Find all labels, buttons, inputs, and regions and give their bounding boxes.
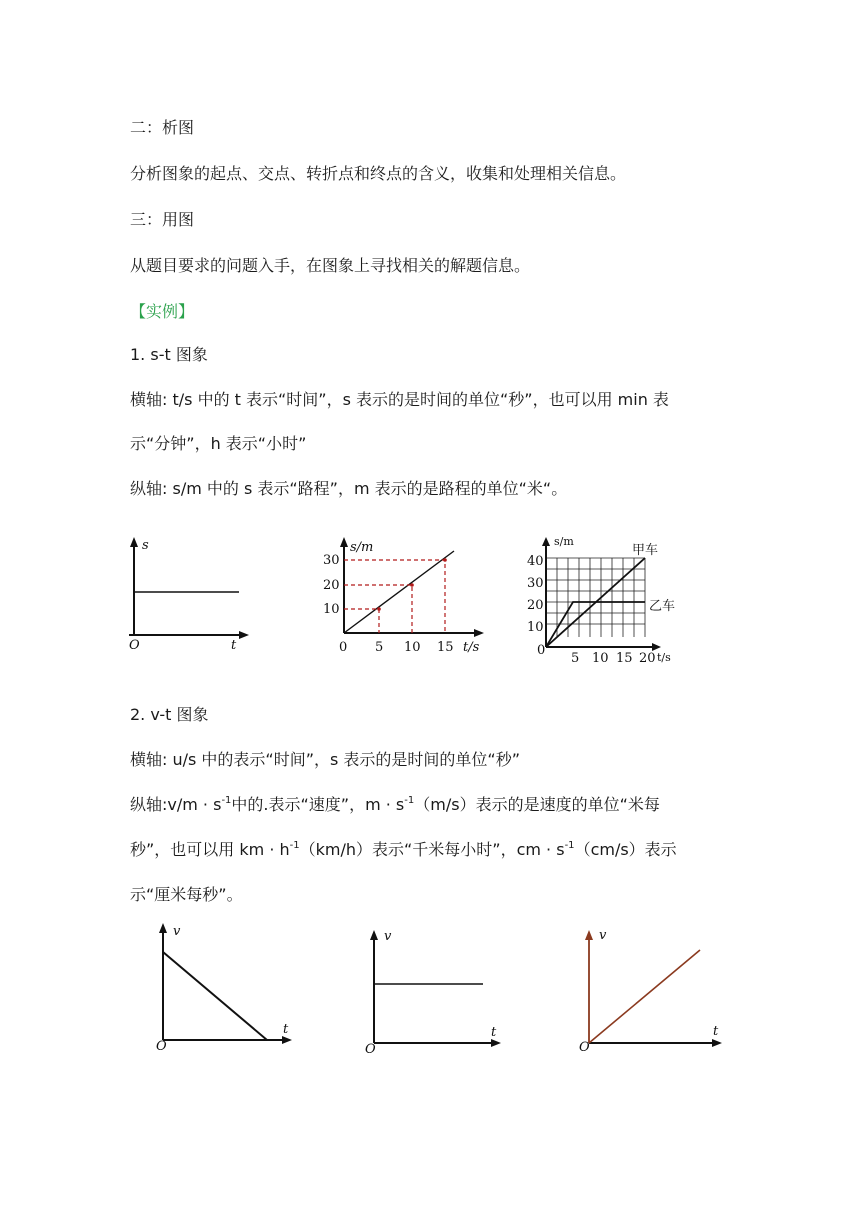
- st-vertical-axis-text: 纵轴: s/m 中的 s 表示“路程”，m 表示的是路程的单位“米“。: [130, 479, 568, 498]
- grid: [546, 558, 645, 637]
- x-axis-arrow: [474, 629, 484, 637]
- x-axis-arrow: [491, 1039, 501, 1047]
- x-tick-15: 15: [616, 651, 633, 666]
- st-graph-stationary: [125, 535, 255, 655]
- st-horizontal-axis-text-cont: 示“分钟”，h 表示“小时”: [130, 434, 307, 453]
- data-line: [344, 551, 454, 633]
- x-axis-arrow: [712, 1039, 722, 1047]
- origin-label: O: [156, 1039, 167, 1054]
- y-axis-label: v: [384, 929, 392, 944]
- x-tick-10: 10: [404, 640, 421, 655]
- vt-vertical-axis-text-cont: 秒”，也可以用 km · $h^{-1}(km/h)$表示“千米每小时”，cm · $s^{-1}(cm/s)$表示: [130, 839, 677, 859]
- y-tick-30: 30: [527, 576, 544, 591]
- y-axis-arrow: [130, 537, 138, 547]
- x-tick-5: 5: [375, 640, 384, 655]
- origin-label: O: [579, 1040, 590, 1055]
- x-axis-arrow: [282, 1036, 292, 1044]
- x-tick-15: 15: [437, 640, 454, 655]
- vt-graph-decelerating: [150, 918, 300, 1053]
- y-axis-label: s: [142, 538, 149, 553]
- st-horizontal-axis-text: 横轴: t/s 中的 t 表示“时间”，s 表示的是时间的单位“秒”，也可以用 min 表: [130, 390, 669, 409]
- vt-vertical-axis-text: 纵轴:v/m · $s^{-1}$中的.表示“速度”，$m \cdot s^{-1}(m/s)$表示的是速度的单位“米每: [130, 794, 660, 814]
- origin-label: 0: [537, 643, 546, 658]
- y-axis-label: v: [599, 928, 607, 943]
- origin-label: 0: [339, 640, 348, 655]
- x-axis-label: t: [283, 1022, 289, 1037]
- x-axis-label: t: [713, 1024, 719, 1039]
- section-heading-analyze: 二：析图: [130, 118, 195, 137]
- y-tick-10: 10: [527, 620, 544, 635]
- example-heading: 【实例】: [130, 302, 195, 321]
- section-heading-use: 三：用图: [130, 210, 195, 229]
- y-axis-arrow: [542, 537, 550, 546]
- paragraph-use: 从题目要求的问题入手，在图象上寻找相关的解题信息。: [130, 256, 531, 275]
- y-tick-20: 20: [323, 578, 340, 593]
- x-axis-label: t/s: [657, 651, 671, 664]
- y-axis-arrow: [370, 930, 378, 940]
- y-axis-arrow: [159, 923, 167, 933]
- paragraph-analyze: 分析图象的起点、交点、转折点和终点的含义，收集和处理相关信息。: [130, 164, 627, 183]
- st-graph-proportional: [320, 535, 490, 660]
- series-label-car-b: 乙车: [649, 599, 676, 614]
- x-axis-label: t: [491, 1025, 497, 1040]
- x-tick-20: 20: [639, 651, 656, 666]
- vt-graph-accelerating: [575, 925, 735, 1055]
- y-axis-label: v: [173, 924, 181, 939]
- st-graph-heading: 1. s-t 图象: [130, 345, 208, 364]
- vt-vertical-axis-text-end: 示“厘米每秒”。: [130, 885, 243, 904]
- y-axis-label: s/m: [350, 540, 374, 555]
- y-axis-label: s/m: [554, 535, 574, 548]
- vt-graph-constant: [360, 925, 510, 1055]
- y-tick-20: 20: [527, 598, 544, 613]
- x-axis-label: t/s: [463, 640, 480, 655]
- y-tick-10: 10: [323, 602, 340, 617]
- x-axis-arrow: [652, 643, 661, 651]
- y-axis-arrow: [340, 537, 348, 547]
- x-tick-5: 5: [571, 651, 580, 666]
- origin-label: O: [129, 638, 140, 653]
- point-10-20: [410, 583, 414, 587]
- y-tick-30: 30: [323, 553, 340, 568]
- origin-label: O: [365, 1042, 376, 1057]
- series-label-car-a: 甲车: [632, 543, 659, 558]
- vt-graph-heading: 2. v-t 图象: [130, 705, 209, 724]
- point-5-10: [377, 607, 381, 611]
- y-axis-arrow: [585, 930, 593, 940]
- series-line-car-b: [546, 602, 645, 647]
- vt-horizontal-axis-text: 横轴: u/s 中的表示“时间”，s 表示的是时间的单位“秒”: [130, 750, 521, 769]
- velocity-line: [163, 952, 267, 1040]
- st-graph-two-cars: [527, 533, 705, 668]
- y-tick-40: 40: [527, 554, 544, 569]
- x-axis-arrow: [239, 631, 249, 639]
- x-axis-label: t: [231, 638, 237, 653]
- point-15-30: [443, 558, 447, 562]
- velocity-line: [589, 950, 700, 1043]
- x-tick-10: 10: [592, 651, 609, 666]
